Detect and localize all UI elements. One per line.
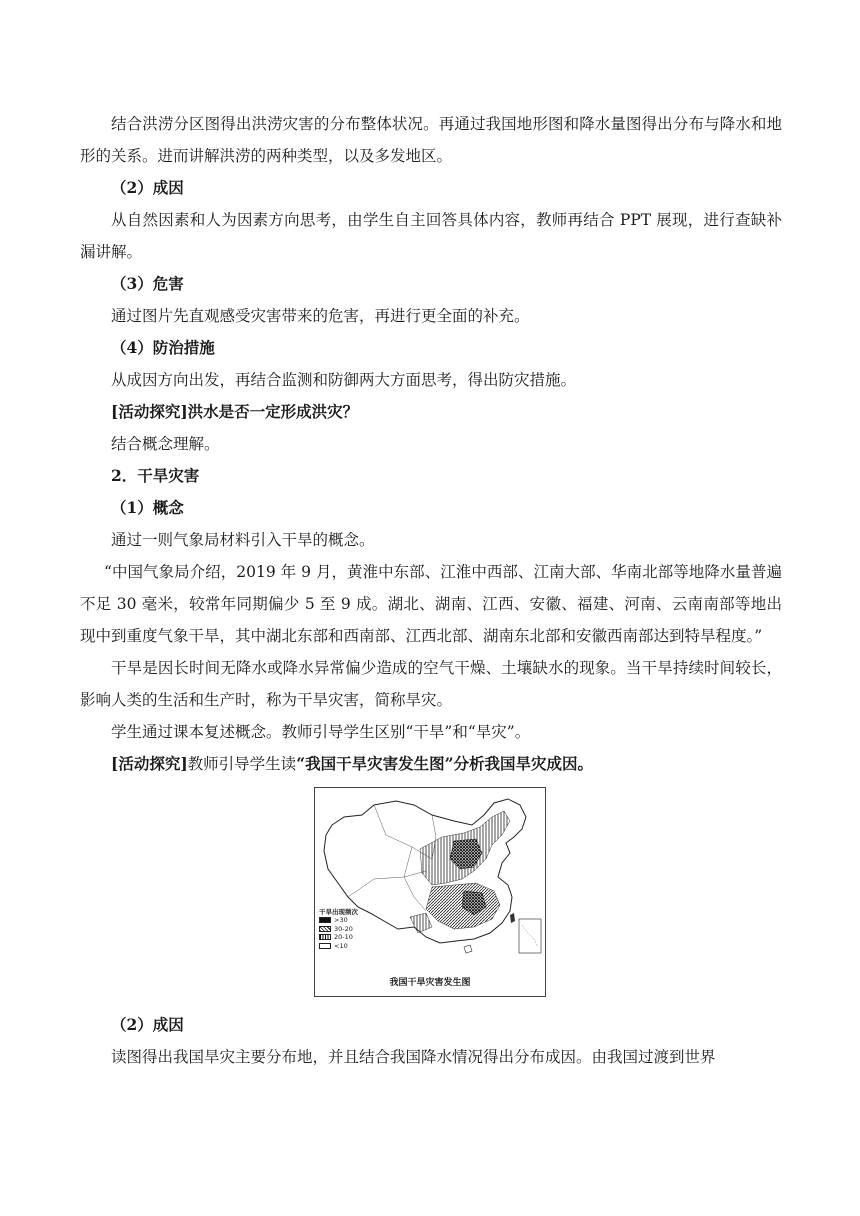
legend-label: >30 xyxy=(334,916,348,925)
legend-label: 20-10 xyxy=(334,933,353,942)
heading-drought-cause: （2）成因 xyxy=(111,1015,184,1034)
drought-map-figure xyxy=(314,787,546,997)
legend-row xyxy=(319,942,367,951)
activity-bold-text: “我国干旱灾害发生图”分析我国旱灾成因。 xyxy=(296,754,594,773)
legend-label: <10 xyxy=(334,941,348,950)
heading-drought: 2．干旱灾害 xyxy=(111,466,200,485)
paragraph-drought-definition: 干旱是因长时间无降水或降水异常偏少造成的空气干燥、土壤缺水的现象。当干旱持续时间较长，影响人类的生活和生产时，称为干旱灾害，简称旱灾。 xyxy=(80,659,782,709)
paragraph-quote: “中国气象局介绍，2019 年 9 月，黄淮中东部、江淮中西部、江南大部、华南北部等地降水量普遍不足 30 毫米，较常年同期偏少 5 至 9 成。湖北、湖南、江西、安徽、福建、河南、云南南部等地出现中到重度气象干旱，其中湖北东部和西南部、江西北部、湖南东北部和安徽西南部达到特旱程度。” xyxy=(80,563,782,645)
paragraph-drought-intro: 通过一则气象局材料引入干旱的概念。 xyxy=(111,531,375,549)
heading-flood-measures: （4）防治措施 xyxy=(111,338,215,357)
legend-row xyxy=(319,916,367,925)
paragraph-flood-cause: 从自然因素和人为因素方向思考，由学生自主回答具体内容，教师再结合 PPT 展现，进行查缺补漏讲解。 xyxy=(80,211,782,261)
figure-caption: 我国干旱灾害发生图 xyxy=(389,978,471,988)
paragraph-flood-distribution: 结合洪涝分区图得出洪涝灾害的分布整体状况。再通过我国地形图和降水量图得出分布与降水和地形的关系。进而讲解洪涝的两种类型，以及多发地区。 xyxy=(80,115,782,165)
heading-flood-cause: （2）成因 xyxy=(111,178,184,197)
paragraph-drought-cause: 读图得出我国旱灾主要分布地，并且结合我国降水情况得出分布成因。由我国过渡到世界 xyxy=(111,1048,716,1066)
heading-drought-concept: （1）概念 xyxy=(111,498,184,517)
legend-row xyxy=(319,925,367,934)
legend-label: 30-20 xyxy=(334,924,353,933)
legend-swatch xyxy=(319,943,331,949)
paragraph-concept: 结合概念理解。 xyxy=(111,435,220,453)
legend-swatch xyxy=(319,926,331,932)
legend-title: 干旱出现频次 xyxy=(319,908,358,916)
paragraph-flood-harm: 通过图片先直观感受灾害带来的危害，再进行更全面的补充。 xyxy=(111,307,530,325)
legend-row xyxy=(319,933,367,942)
document-page xyxy=(80,108,782,1073)
activity-flood-question: [活动探究]洪水是否一定形成洪灾？ xyxy=(111,402,359,421)
activity-drought-map xyxy=(80,748,782,780)
activity-text: 教师引导学生读 xyxy=(187,755,297,773)
legend-swatch xyxy=(319,934,331,940)
map-legend xyxy=(319,907,367,950)
activity-label: [活动探究] xyxy=(111,754,188,773)
paragraph-drought-distinguish: 学生通过课本复述概念。教师引导学生区别“干旱”和“旱灾”。 xyxy=(111,723,531,741)
paragraph-flood-measures: 从成因方向出发，再结合监测和防御两大方面思考，得出防灾措施。 xyxy=(111,371,577,389)
south-sea-inset xyxy=(519,919,541,953)
heading-flood-harm: （3）危害 xyxy=(111,274,184,293)
legend-swatch xyxy=(319,917,331,923)
